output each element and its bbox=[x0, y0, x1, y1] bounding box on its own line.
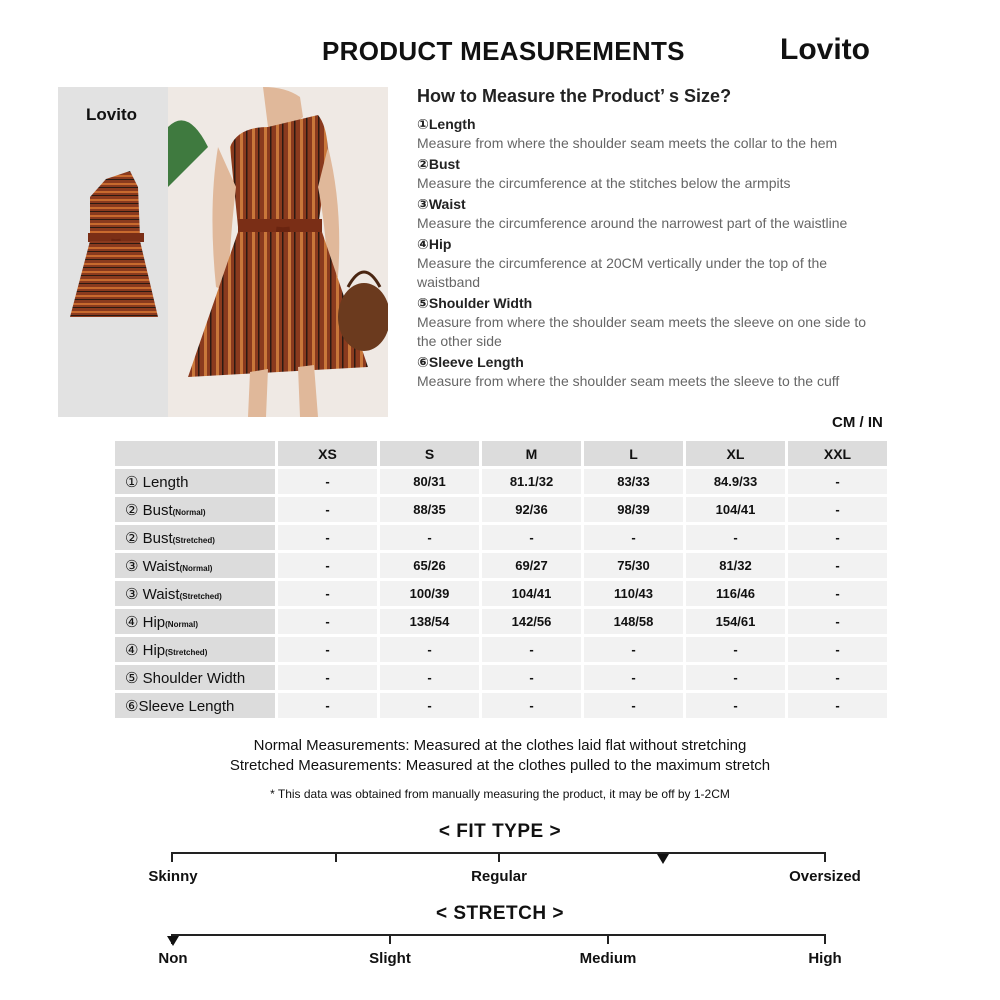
guide-desc: Measure the circumference at the stitches below the armpits bbox=[417, 175, 791, 191]
table-cell: - bbox=[278, 609, 377, 634]
brand-logo: Lovito bbox=[780, 33, 870, 66]
table-row bbox=[115, 609, 887, 634]
table-cell: 81.1/32 bbox=[482, 469, 581, 494]
flatlay-dress-illustration bbox=[68, 167, 160, 417]
fit-tick bbox=[498, 852, 500, 862]
table-cell: - bbox=[584, 665, 683, 690]
guide-item-bust bbox=[417, 155, 887, 193]
stretch-marker bbox=[167, 936, 179, 946]
flatlay-brand: Lovito bbox=[86, 105, 137, 124]
stretch-label-slight: Slight bbox=[369, 950, 411, 967]
row-label bbox=[115, 553, 275, 578]
row-name: ② Bust bbox=[125, 529, 173, 547]
row-label bbox=[115, 581, 275, 606]
model-photo bbox=[168, 87, 388, 417]
table-cell: - bbox=[380, 637, 479, 662]
table-cell: 84.9/33 bbox=[686, 469, 785, 494]
table-cell: - bbox=[278, 525, 377, 550]
guide-item-hip bbox=[417, 235, 887, 292]
table-cell: 92/36 bbox=[482, 497, 581, 522]
table-cell: - bbox=[686, 665, 785, 690]
fit-type-marker bbox=[657, 854, 669, 864]
table-row bbox=[115, 553, 887, 578]
model-illustration bbox=[168, 87, 388, 417]
table-cell: 75/30 bbox=[584, 553, 683, 578]
table-row bbox=[115, 525, 887, 550]
guide-desc: Measure from where the shoulder seam meets the sleeve to the cuff bbox=[417, 373, 840, 389]
table-cell: - bbox=[278, 637, 377, 662]
fit-label-oversized: Oversized bbox=[789, 868, 861, 885]
table-cell: 110/43 bbox=[584, 581, 683, 606]
row-sub: (Normal) bbox=[172, 507, 206, 517]
table-cell: - bbox=[278, 469, 377, 494]
table-cell: - bbox=[380, 665, 479, 690]
stretch-label-medium: Medium bbox=[579, 950, 637, 967]
stretch-tick bbox=[607, 934, 609, 944]
row-label bbox=[115, 665, 275, 690]
table-cell: - bbox=[482, 693, 581, 718]
stretch-tick bbox=[824, 934, 826, 944]
stretched-note: Stretched Measurements: Measured at the clothes pulled to the maximum stretch bbox=[229, 757, 771, 774]
row-label bbox=[115, 525, 275, 550]
table-cell: 81/32 bbox=[686, 553, 785, 578]
stretch-label-non: Non bbox=[158, 950, 188, 967]
size-col-l: L bbox=[584, 441, 683, 466]
row-name: ⑤ Shoulder Width bbox=[125, 669, 246, 687]
unit-label: CM / IN bbox=[832, 414, 883, 431]
table-row bbox=[115, 637, 887, 662]
row-name: ⑥Sleeve Length bbox=[125, 697, 235, 715]
measure-guide bbox=[417, 86, 887, 393]
guide-title: How to Measure the Product’ s Size? bbox=[417, 86, 732, 106]
table-cell: 104/41 bbox=[482, 581, 581, 606]
size-col-xs: XS bbox=[278, 441, 377, 466]
guide-desc: Measure the circumference at 20CM vertically under the top of the waistband bbox=[417, 255, 828, 290]
row-sub: (Stretched) bbox=[165, 647, 208, 657]
row-name: ④ Hip bbox=[125, 613, 166, 631]
disclaimer: * This data was obtained from manually measuring the product, it may be off by 1-2CM bbox=[270, 787, 730, 801]
row-name: ① Length bbox=[125, 473, 189, 491]
table-cell: - bbox=[278, 553, 377, 578]
fit-tick bbox=[824, 852, 826, 862]
row-label bbox=[115, 693, 275, 718]
table-cell: 65/26 bbox=[380, 553, 479, 578]
table-cell: - bbox=[686, 637, 785, 662]
size-col-xl: XL bbox=[686, 441, 785, 466]
row-name: ④ Hip bbox=[125, 641, 166, 659]
table-cell: - bbox=[788, 553, 887, 578]
table-cell: - bbox=[686, 693, 785, 718]
table-cell: 100/39 bbox=[380, 581, 479, 606]
table-cell: - bbox=[482, 637, 581, 662]
guide-desc: Measure from where the shoulder seam meets the sleeve on one side to the other side bbox=[417, 314, 867, 349]
guide-item-waist bbox=[417, 195, 887, 233]
size-col-m: M bbox=[482, 441, 581, 466]
stretch-label-high: High bbox=[808, 950, 842, 967]
measurement-notes bbox=[0, 736, 1000, 776]
table-cell: - bbox=[278, 665, 377, 690]
table-cell: - bbox=[788, 497, 887, 522]
table-cell: - bbox=[788, 581, 887, 606]
table-cell: 88/35 bbox=[380, 497, 479, 522]
table-cell: 104/41 bbox=[686, 497, 785, 522]
guide-item-length bbox=[417, 115, 887, 153]
row-label bbox=[115, 609, 275, 634]
table-cell: - bbox=[482, 665, 581, 690]
table-row bbox=[115, 693, 887, 718]
size-col-s: S bbox=[380, 441, 479, 466]
row-name: ③ Waist bbox=[125, 557, 180, 575]
table-cell: - bbox=[686, 525, 785, 550]
table-cell: - bbox=[278, 497, 377, 522]
row-label bbox=[115, 497, 275, 522]
table-cell: 69/27 bbox=[482, 553, 581, 578]
row-name: ③ Waist bbox=[125, 585, 180, 603]
table-corner bbox=[115, 441, 275, 466]
table-cell: - bbox=[788, 637, 887, 662]
normal-note: Normal Measurements: Measured at the clothes laid flat without stretching bbox=[253, 737, 747, 754]
row-label bbox=[115, 637, 275, 662]
table-cell: - bbox=[482, 525, 581, 550]
table-cell: 154/61 bbox=[686, 609, 785, 634]
row-sub: (Normal) bbox=[179, 563, 213, 573]
table-cell: - bbox=[380, 525, 479, 550]
table-row bbox=[115, 665, 887, 690]
table-cell: - bbox=[584, 525, 683, 550]
row-sub: (Normal) bbox=[165, 619, 199, 629]
table-cell: 83/33 bbox=[584, 469, 683, 494]
fit-type-title: < FIT TYPE > bbox=[438, 821, 562, 842]
fit-label-skinny: Skinny bbox=[148, 868, 198, 885]
table-cell: - bbox=[278, 581, 377, 606]
guide-label: ④Hip bbox=[417, 236, 452, 252]
guide-item-shoulder bbox=[417, 294, 887, 351]
guide-label: ③Waist bbox=[417, 196, 466, 212]
fit-label-regular: Regular bbox=[471, 868, 527, 885]
table-cell: 98/39 bbox=[584, 497, 683, 522]
table-cell: 142/56 bbox=[482, 609, 581, 634]
table-cell: - bbox=[788, 525, 887, 550]
stretch-scale bbox=[172, 934, 826, 936]
table-cell: - bbox=[788, 469, 887, 494]
size-header-row bbox=[115, 441, 887, 466]
row-name: ② Bust bbox=[125, 501, 173, 519]
guide-desc: Measure the circumference around the narrowest part of the waistline bbox=[417, 215, 848, 231]
table-row bbox=[115, 469, 887, 494]
table-cell: - bbox=[380, 693, 479, 718]
flatlay-image bbox=[58, 87, 170, 417]
table-row bbox=[115, 581, 887, 606]
row-label bbox=[115, 469, 275, 494]
table-cell: - bbox=[788, 693, 887, 718]
table-cell: - bbox=[584, 637, 683, 662]
page-title: PRODUCT MEASUREMENTS bbox=[322, 36, 685, 66]
stretch-tick bbox=[389, 934, 391, 944]
table-row bbox=[115, 497, 887, 522]
guide-label: ②Bust bbox=[417, 156, 460, 172]
table-cell: - bbox=[584, 693, 683, 718]
fit-tick bbox=[171, 852, 173, 862]
table-cell: 80/31 bbox=[380, 469, 479, 494]
guide-label: ⑥Sleeve Length bbox=[417, 354, 524, 370]
table-cell: - bbox=[788, 609, 887, 634]
guide-item-sleeve bbox=[417, 353, 887, 391]
table-cell: 148/58 bbox=[584, 609, 683, 634]
size-col-xxl: XXL bbox=[788, 441, 887, 466]
guide-label: ①Length bbox=[417, 116, 476, 132]
size-table bbox=[112, 438, 890, 721]
row-sub: (Stretched) bbox=[172, 535, 215, 545]
row-sub: (Stretched) bbox=[179, 591, 222, 601]
table-cell: 116/46 bbox=[686, 581, 785, 606]
table-cell: - bbox=[788, 665, 887, 690]
stretch-title: < STRETCH > bbox=[436, 903, 564, 924]
guide-desc: Measure from where the shoulder seam meets the collar to the hem bbox=[417, 135, 838, 151]
table-cell: 138/54 bbox=[380, 609, 479, 634]
guide-label: ⑤Shoulder Width bbox=[417, 295, 533, 311]
fit-tick bbox=[335, 852, 337, 862]
table-cell: - bbox=[278, 693, 377, 718]
